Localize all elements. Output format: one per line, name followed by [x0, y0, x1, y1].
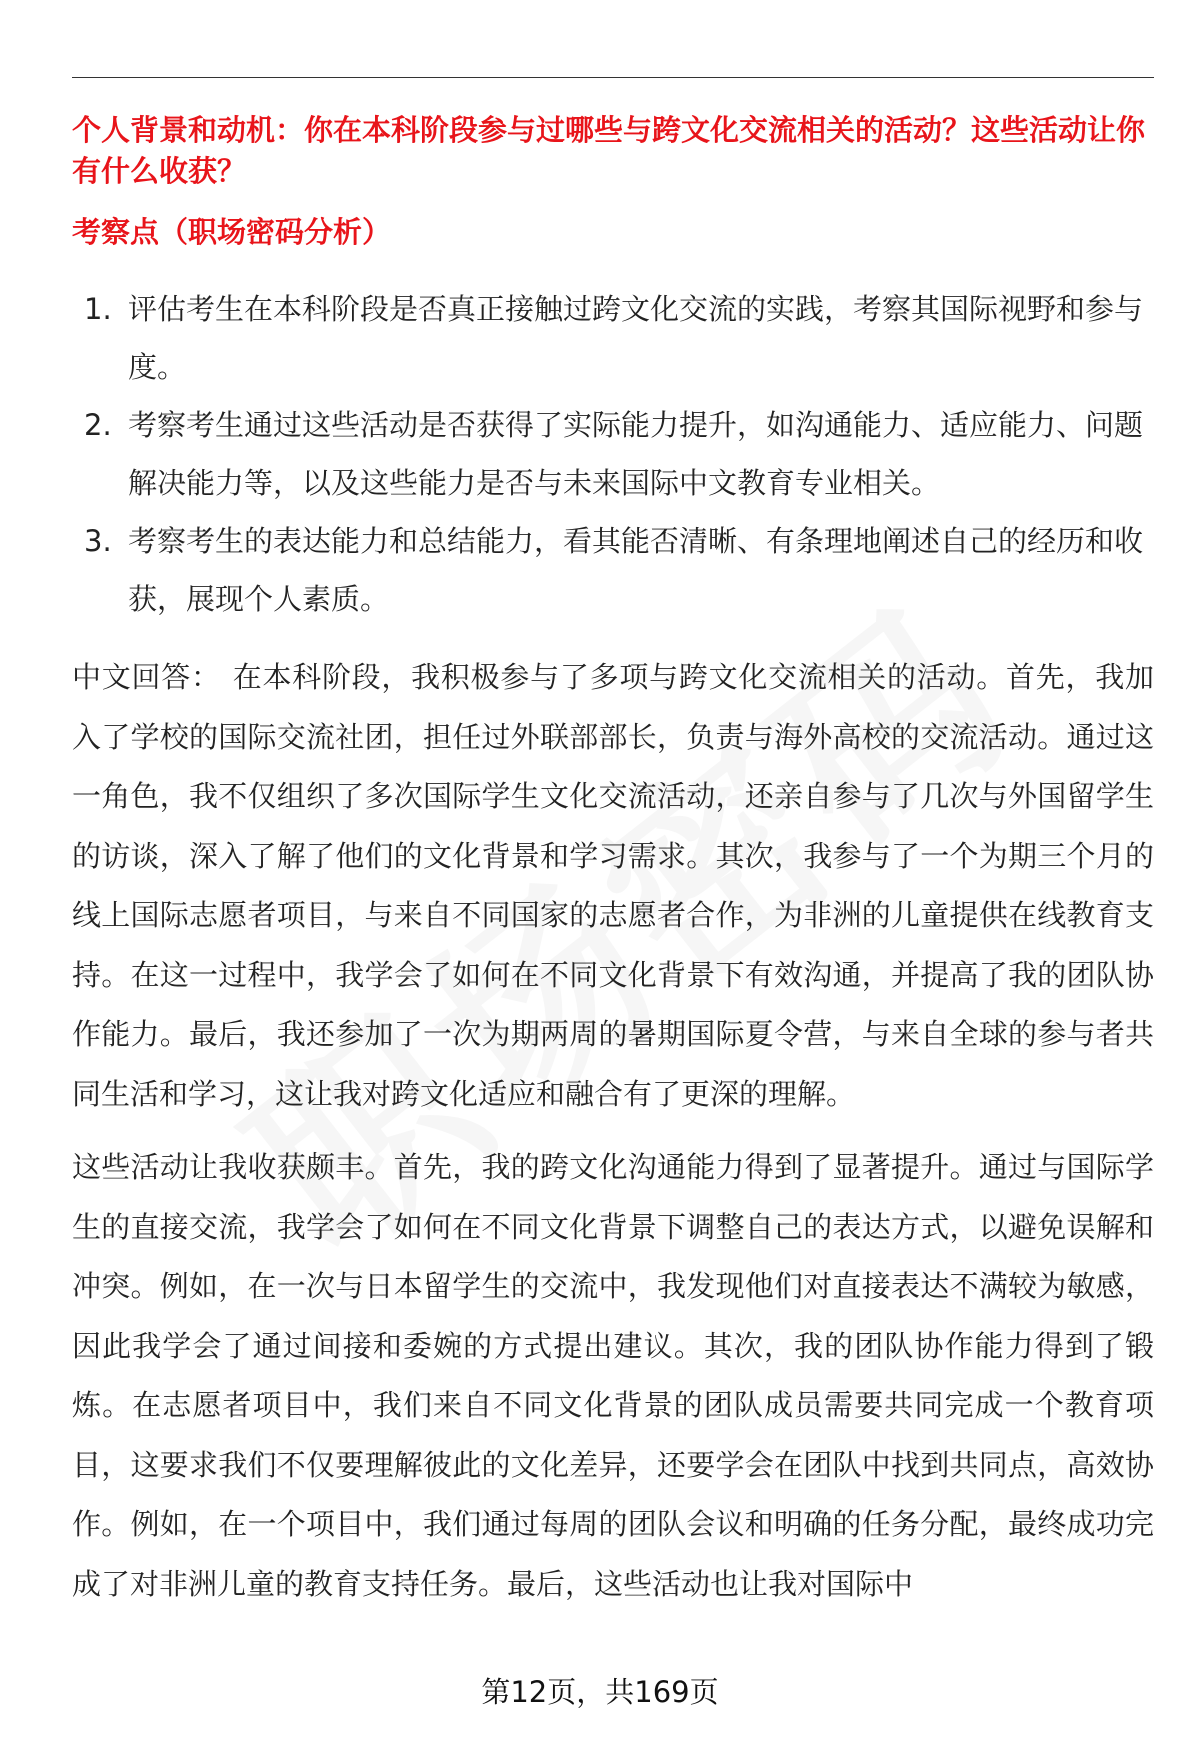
body-paragraph: 这些活动让我收获颇丰。首先，我的跨文化沟通能力得到了显著提升。通过与国际学生的直接交流，我学会了如何在不同文化背景下调整自己的表达方式，以避免误解和冲突。例如，在一次与日本留学生的交流中，我发现他们对直接表达不满较为敏感，因此我学会了通过间接和委婉的方式提出建议。其次，我的团队协作能力得到了锻炼。在志愿者项目中，我们来自不同文化背景的团队成员需要共同完成一个教育项目，这要求我们不仅要理解彼此的文化差异，还要学会在团队中找到共同点，高效协作。例如，在一个项目中，我们通过每周的团队会议和明确的任务分配，最终成功完成了对非洲儿童的教育支持任务。最后，这些活动也让我对国际中	[72, 1150, 1154, 1601]
assessment-points-list	[72, 280, 1154, 628]
list-number: 2.	[84, 408, 112, 442]
page-number: 第12页，共169页	[481, 1675, 719, 1709]
list-item	[72, 512, 1154, 628]
header-divider	[72, 77, 1154, 78]
list-number: 3.	[84, 524, 112, 558]
list-item	[72, 396, 1154, 512]
question-heading: 个人背景和动机：你在本科阶段参与过哪些与跨文化交流相关的活动？这些活动让你有什么收获？	[72, 113, 1146, 188]
answer-label: 中文回答：	[72, 660, 221, 694]
section-heading: 考察点（职场密码分析）	[72, 215, 392, 249]
list-item-text: 评估考生在本科阶段是否真正接触过跨文化交流的实践，考察其国际视野和参与度。	[128, 292, 1144, 384]
list-number: 1.	[84, 292, 112, 326]
list-item-text: 考察考生的表达能力和总结能力，看其能否清晰、有条理地阐述自己的经历和收获，展现个人素质。	[128, 524, 1144, 616]
list-item-text: 考察考生通过这些活动是否获得了实际能力提升，如沟通能力、适应能力、问题解决能力等，以及这些能力是否与未来国际中文教育专业相关。	[128, 408, 1144, 500]
answer-text: 在本科阶段，我积极参与了多项与跨文化交流相关的活动。首先，我加入了学校的国际交流社团，担任过外联部部长，负责与海外高校的交流活动。通过这一角色，我不仅组织了多次国际学生文化交流活动，还亲自参与了几次与外国留学生的访谈，深入了解了他们的文化背景和学习需求。其次，我参与了一个为期三个月的线上国际志愿者项目，与来自不同国家的志愿者合作，为非洲的儿童提供在线教育支持。在这一过程中，我学会了如何在不同文化背景下有效沟通，并提高了我的团队协作能力。最后，我还参加了一次为期两周的暑期国际夏令营，与来自全球的参与者共同生活和学习，这让我对跨文化适应和融合有了更深的理解。	[72, 660, 1154, 1111]
list-item	[72, 280, 1154, 396]
answer-paragraph	[72, 648, 1154, 1124]
document-page	[72, 110, 1154, 1614]
